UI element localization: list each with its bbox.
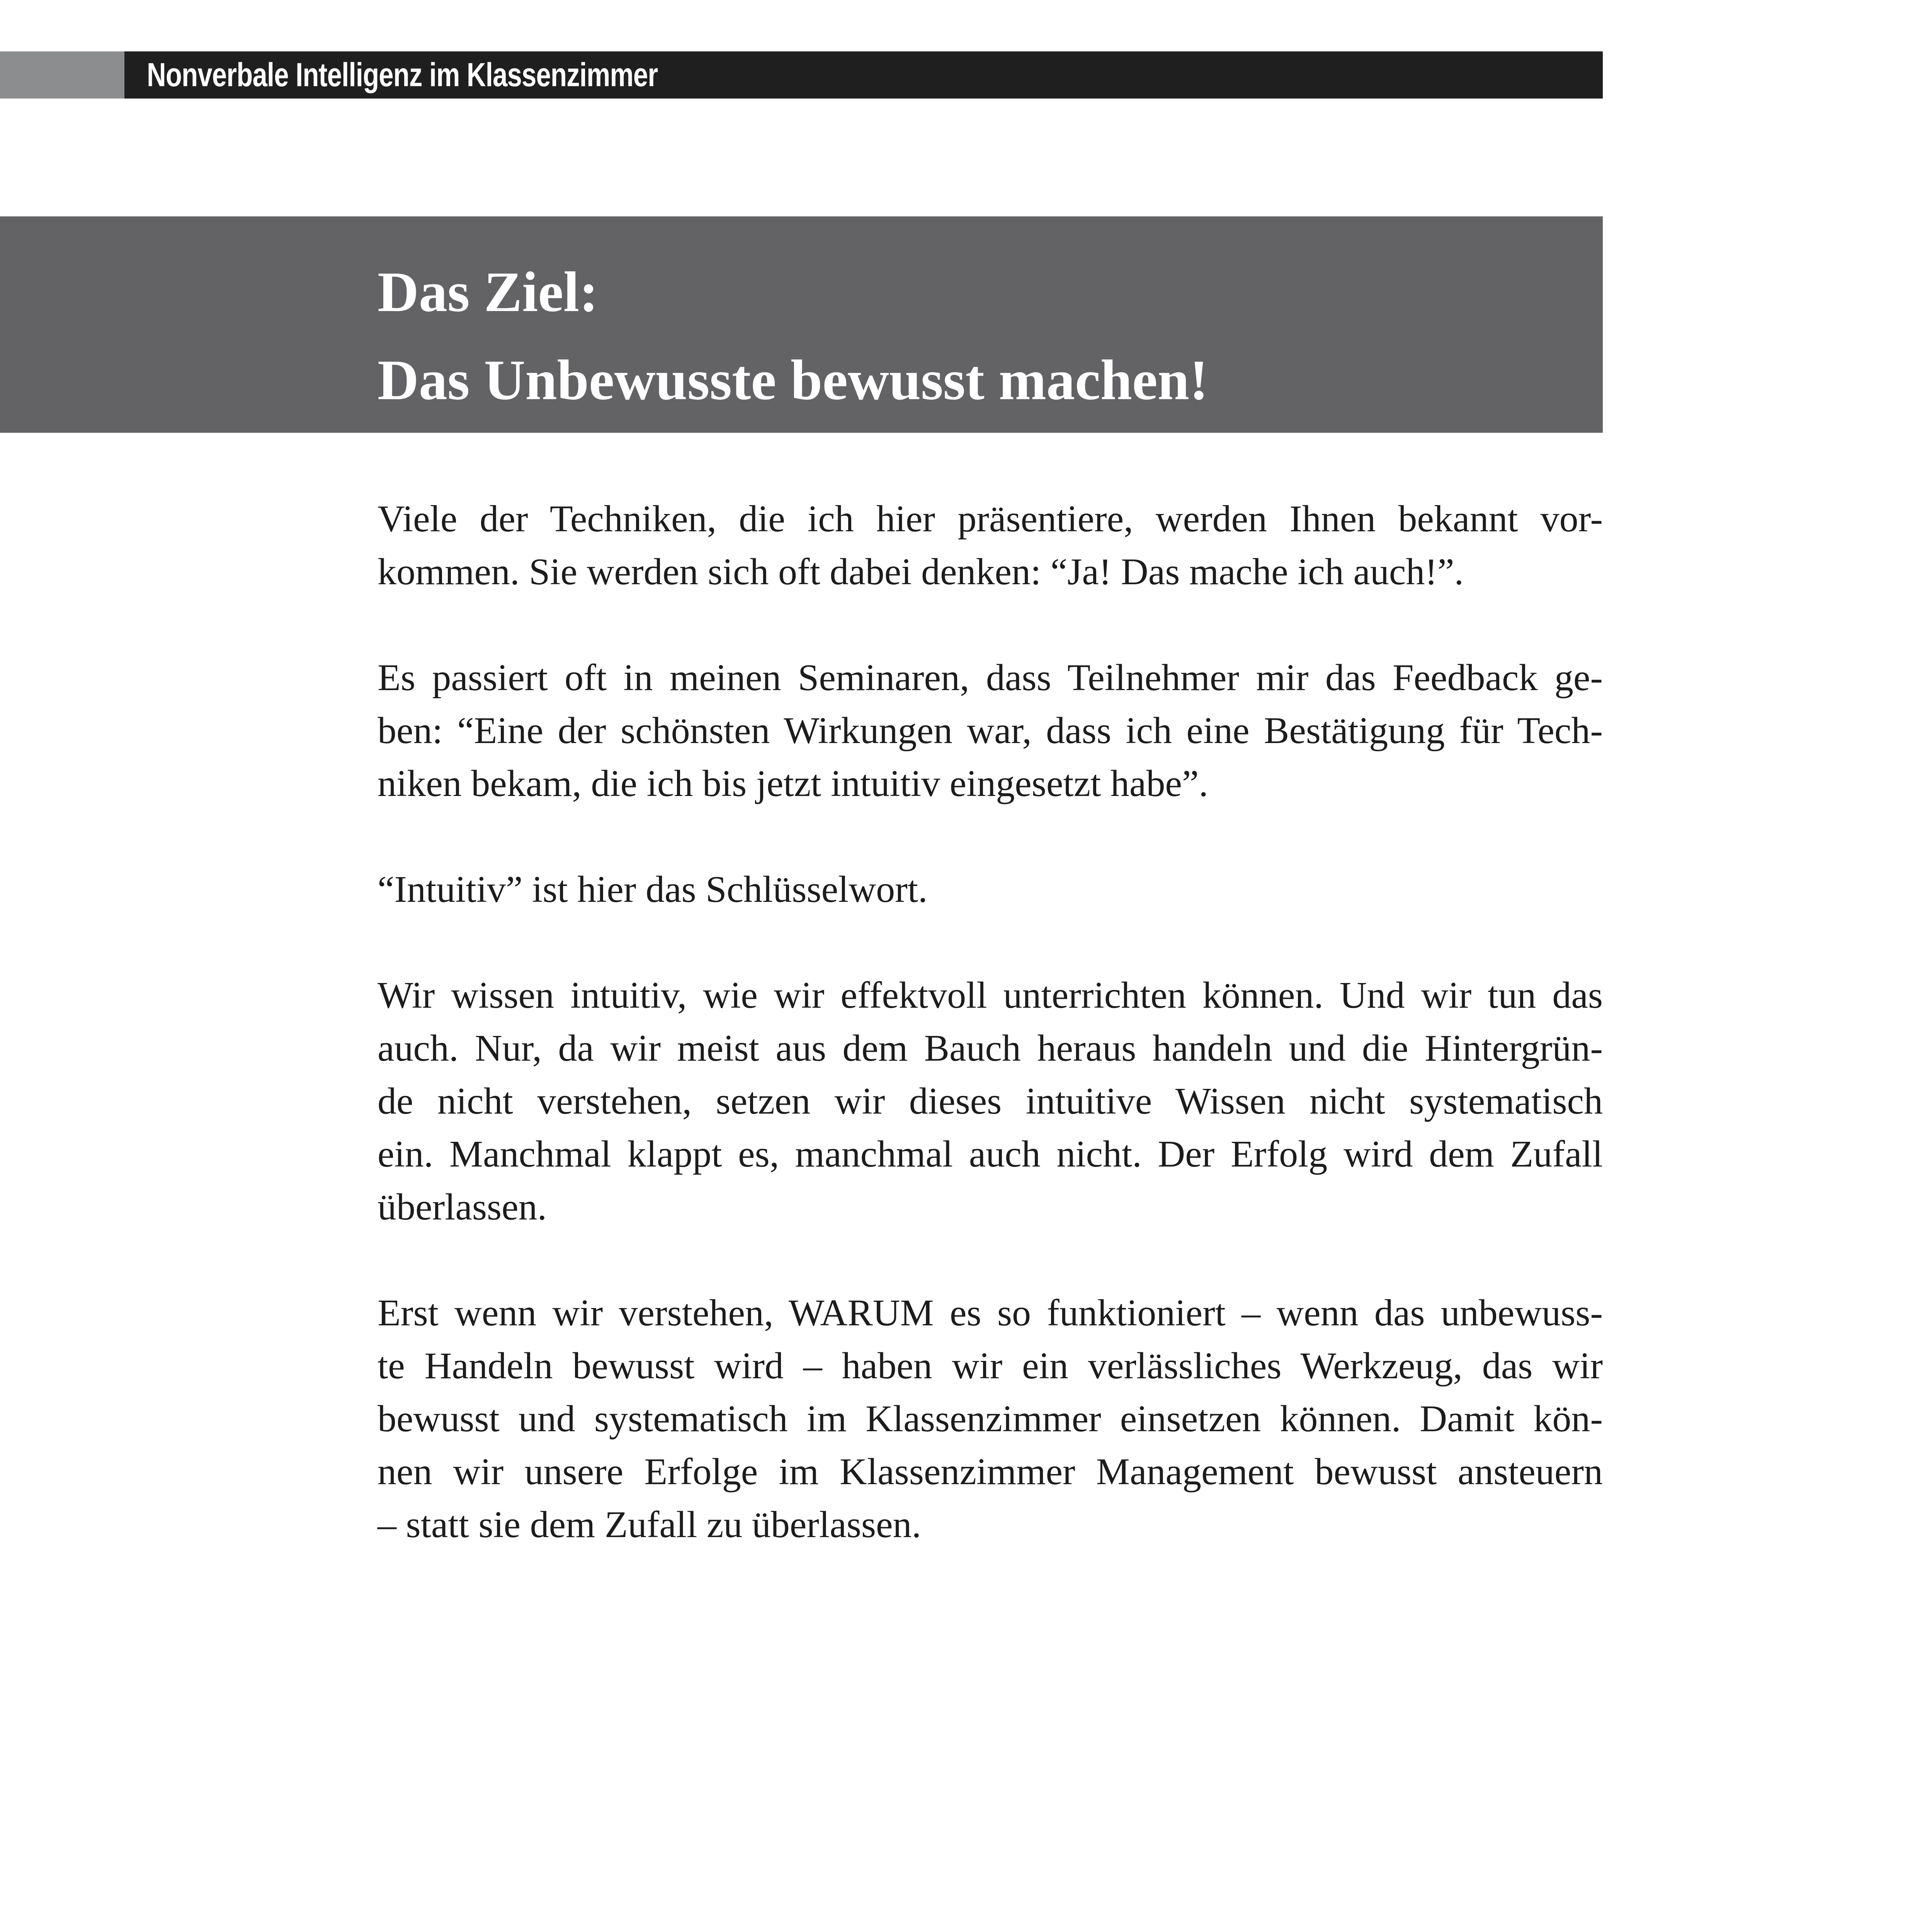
text-line: ben: “Eine der schönsten Wirkungen war, dass ich eine Bestätigung für Tech- — [378, 710, 1603, 752]
running-title: Nonverbale Intelligenz im Klassenzimmer — [147, 56, 658, 94]
paragraph-4 — [378, 969, 1603, 1234]
text-line: Es passiert oft in meinen Seminaren, dass Teilnehmer mir das Feedback ge- — [378, 657, 1603, 699]
header-accent-tab — [0, 51, 124, 99]
paragraph-2 — [378, 651, 1603, 810]
chapter-title-block — [0, 216, 1603, 433]
text-line: nen wir unsere Erfolge im Klassenzimmer Management bewusst ansteuern — [378, 1451, 1603, 1493]
paragraph-1 — [378, 493, 1603, 599]
text-line: kommen. Sie werden sich oft dabei denken: “Ja! Das mache ich auch!”. — [378, 551, 1464, 593]
chapter-title-line-1: Das Ziel: — [378, 260, 599, 324]
text-line: Viele der Techniken, die ich hier präsentiere, werden Ihnen bekannt vor- — [378, 498, 1603, 540]
running-header — [124, 51, 1603, 99]
text-line: ein. Manchmal klappt es, manchmal auch nicht. Der Erfolg wird dem Zufall — [378, 1133, 1603, 1175]
text-line: niken bekam, die ich bis jetzt intuitiv eingesetzt habe”. — [378, 763, 1208, 804]
text-line: überlassen. — [378, 1186, 547, 1228]
text-line: “Intuitiv” ist hier das Schlüsselwort. — [378, 869, 928, 910]
text-line: de nicht verstehen, setzen wir dieses intuitive Wissen nicht systematisch — [378, 1080, 1603, 1122]
text-line: – statt sie dem Zufall zu überlassen. — [378, 1504, 921, 1546]
chapter-title-line-2: Das Unbewusste bewusst machen! — [378, 349, 1209, 412]
text-line: Wir wissen intuitiv, wie wir effektvoll unterrichten können. Und wir tun das — [378, 975, 1603, 1016]
chapter-title — [378, 248, 1208, 424]
body-text — [378, 493, 1603, 1604]
text-line: auch. Nur, da wir meist aus dem Bauch heraus handeln und die Hintergrün- — [378, 1027, 1603, 1069]
paragraph-5 — [378, 1287, 1603, 1551]
text-line: bewusst und systematisch im Klassenzimmer einsetzen können. Damit kön- — [378, 1398, 1603, 1440]
text-line: te Handeln bewusst wird – haben wir ein verlässliches Werkzeug, das wir — [378, 1345, 1603, 1387]
paragraph-3 — [378, 863, 1603, 916]
text-line: Erst wenn wir verstehen, WARUM es so funktioniert – wenn das unbewuss- — [378, 1292, 1603, 1334]
